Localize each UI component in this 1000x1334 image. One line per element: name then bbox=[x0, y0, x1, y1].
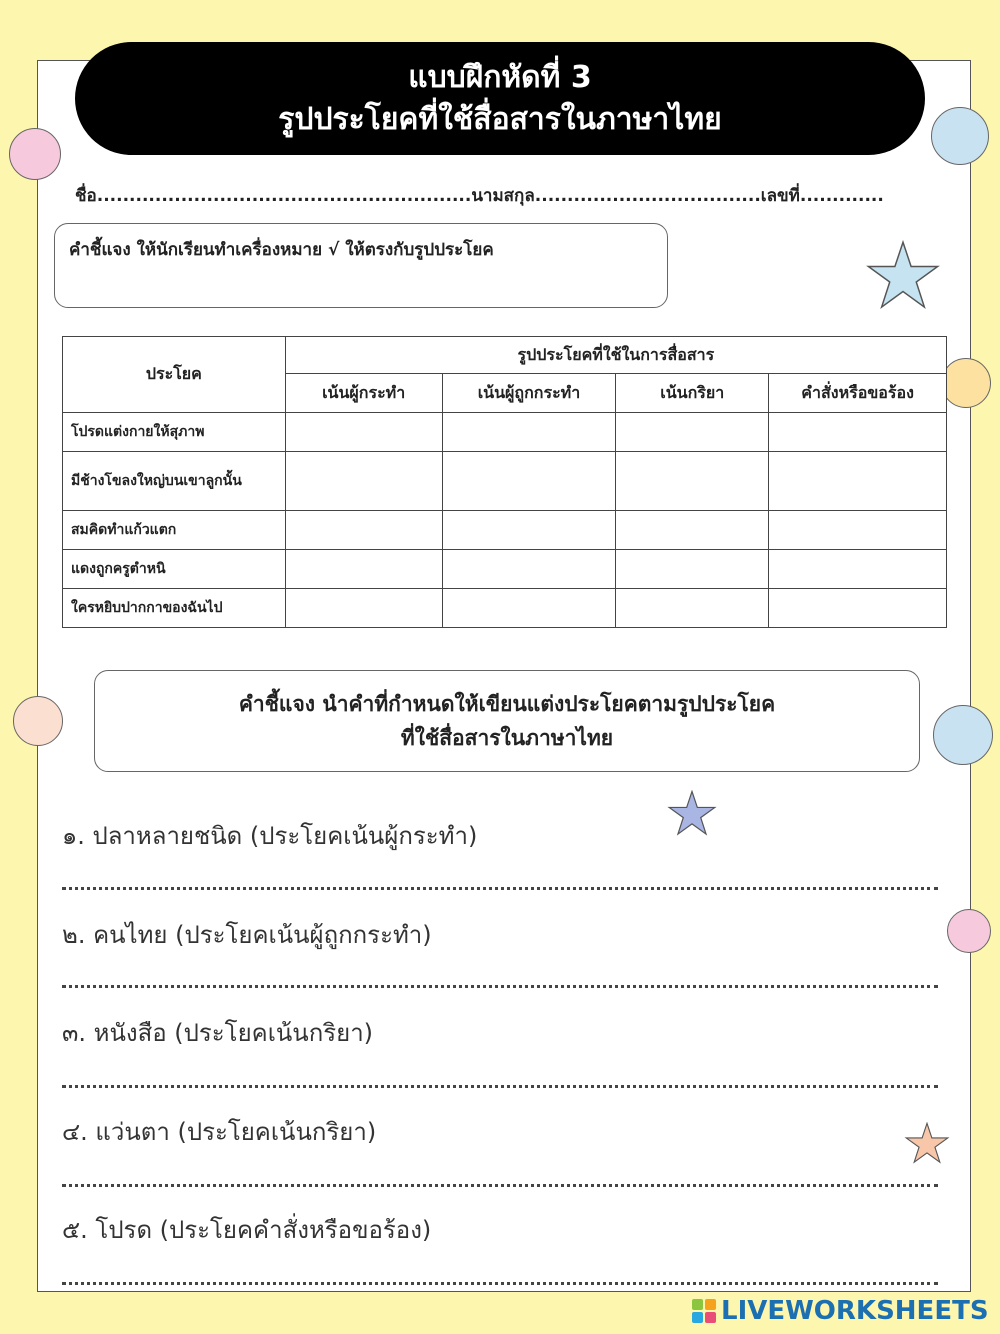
check-cell[interactable] bbox=[442, 452, 616, 511]
header-actor-focus: เน้นผู้กระทำ bbox=[285, 374, 442, 413]
header-command-request: คำสั่งหรือขอร้อง bbox=[769, 374, 947, 413]
logo-blocks-icon bbox=[692, 1299, 716, 1323]
instruction-2-line-2: ที่ใช้สื่อสารในภาษาไทย bbox=[400, 726, 614, 750]
check-cell[interactable] bbox=[616, 589, 769, 628]
exercise-4-prompt: ๔. แว่นตา (ประโยคเน้นกริยา) bbox=[62, 1118, 377, 1146]
header-verb-focus: เน้นกริยา bbox=[616, 374, 769, 413]
exercise-1-answer-line[interactable] bbox=[62, 887, 938, 890]
decor-circle-blue-right-mid bbox=[933, 705, 993, 765]
check-cell[interactable] bbox=[285, 511, 442, 550]
check-cell[interactable] bbox=[285, 550, 442, 589]
check-cell[interactable] bbox=[769, 550, 947, 589]
table-row bbox=[63, 452, 947, 511]
star-icon-purple bbox=[667, 790, 717, 836]
check-cell[interactable] bbox=[769, 589, 947, 628]
logo-text: LIVEWORKSHEETS bbox=[721, 1296, 989, 1326]
table-row bbox=[63, 413, 947, 452]
exercise-1-prompt: ๑. ปลาหลายชนิด (ประโยคเน้นผู้กระทำ) bbox=[62, 822, 478, 850]
student-info-line[interactable]: ชื่อ..........................................................นามสกุล...................................เลขที่............. bbox=[75, 186, 884, 206]
check-cell[interactable] bbox=[442, 550, 616, 589]
decor-circle-yellow-right bbox=[941, 358, 991, 408]
star-icon-orange bbox=[904, 1122, 950, 1164]
check-cell[interactable] bbox=[769, 452, 947, 511]
table-row bbox=[63, 511, 947, 550]
check-cell[interactable] bbox=[769, 511, 947, 550]
exercise-5-answer-line[interactable] bbox=[62, 1282, 938, 1285]
sentence-cell: ใครหยิบปากกาของฉันไป bbox=[63, 589, 286, 628]
exercise-3-answer-line[interactable] bbox=[62, 1085, 938, 1088]
exercise-3-prompt: ๓. หนังสือ (ประโยคเน้นกริยา) bbox=[62, 1019, 374, 1047]
check-cell[interactable] bbox=[616, 511, 769, 550]
sentence-cell: โปรดแต่งกายให้สุภาพ bbox=[63, 413, 286, 452]
exercise-2-prompt: ๒. คนไทย (ประโยคเน้นผู้ถูกกระทำ) bbox=[62, 921, 432, 949]
instruction-2-line-1: คำชี้แจง นำคำที่กำหนดให้เขียนแต่งประโยคตามรูปประโยค bbox=[238, 692, 776, 716]
check-cell[interactable] bbox=[285, 413, 442, 452]
exercise-2-answer-line[interactable] bbox=[62, 985, 938, 988]
title-line-1: แบบฝึกหัดที่ 3 bbox=[408, 59, 592, 95]
star-icon-blue bbox=[864, 240, 942, 310]
header-patient-focus: เน้นผู้ถูกกระทำ bbox=[442, 374, 616, 413]
table-row bbox=[63, 550, 947, 589]
check-cell[interactable] bbox=[616, 413, 769, 452]
instruction-box-2 bbox=[94, 670, 920, 772]
decor-circle-blue-right-top bbox=[931, 107, 989, 165]
table-row bbox=[63, 589, 947, 628]
check-cell[interactable] bbox=[769, 413, 947, 452]
exercise-4-answer-line[interactable] bbox=[62, 1184, 938, 1187]
instruction-box-1 bbox=[54, 223, 668, 308]
check-cell[interactable] bbox=[285, 589, 442, 628]
decor-circle-pink-right bbox=[947, 909, 991, 953]
decor-circle-pink-left bbox=[9, 128, 61, 180]
decor-circle-peach-left bbox=[13, 696, 63, 746]
check-cell[interactable] bbox=[616, 452, 769, 511]
check-cell[interactable] bbox=[616, 550, 769, 589]
check-cell[interactable] bbox=[285, 452, 442, 511]
check-cell[interactable] bbox=[442, 589, 616, 628]
liveworksheets-logo bbox=[692, 1296, 989, 1326]
instruction-1-text: คำชี้แจง ให้นักเรียนทำเครื่องหมาย √ ให้ตรงกับรูปประโยค bbox=[69, 240, 494, 260]
title-banner bbox=[75, 42, 925, 155]
header-sentence-types: รูปประโยคที่ใช้ในการสื่อสาร bbox=[285, 337, 946, 374]
check-cell[interactable] bbox=[442, 511, 616, 550]
sentence-type-table bbox=[62, 336, 947, 628]
sentence-cell: แดงถูกครูตำหนิ bbox=[63, 550, 286, 589]
title-line-2: รูปประโยคที่ใช้สื่อสารในภาษาไทย bbox=[278, 101, 722, 137]
sentence-cell: มีช้างโขลงใหญ่บนเขาลูกนั้น bbox=[63, 452, 286, 511]
header-sentence: ประโยค bbox=[63, 337, 286, 413]
sentence-cell: สมคิดทำแก้วแตก bbox=[63, 511, 286, 550]
check-cell[interactable] bbox=[442, 413, 616, 452]
exercise-5-prompt: ๕. โปรด (ประโยคคำสั่งหรือขอร้อง) bbox=[62, 1216, 432, 1244]
